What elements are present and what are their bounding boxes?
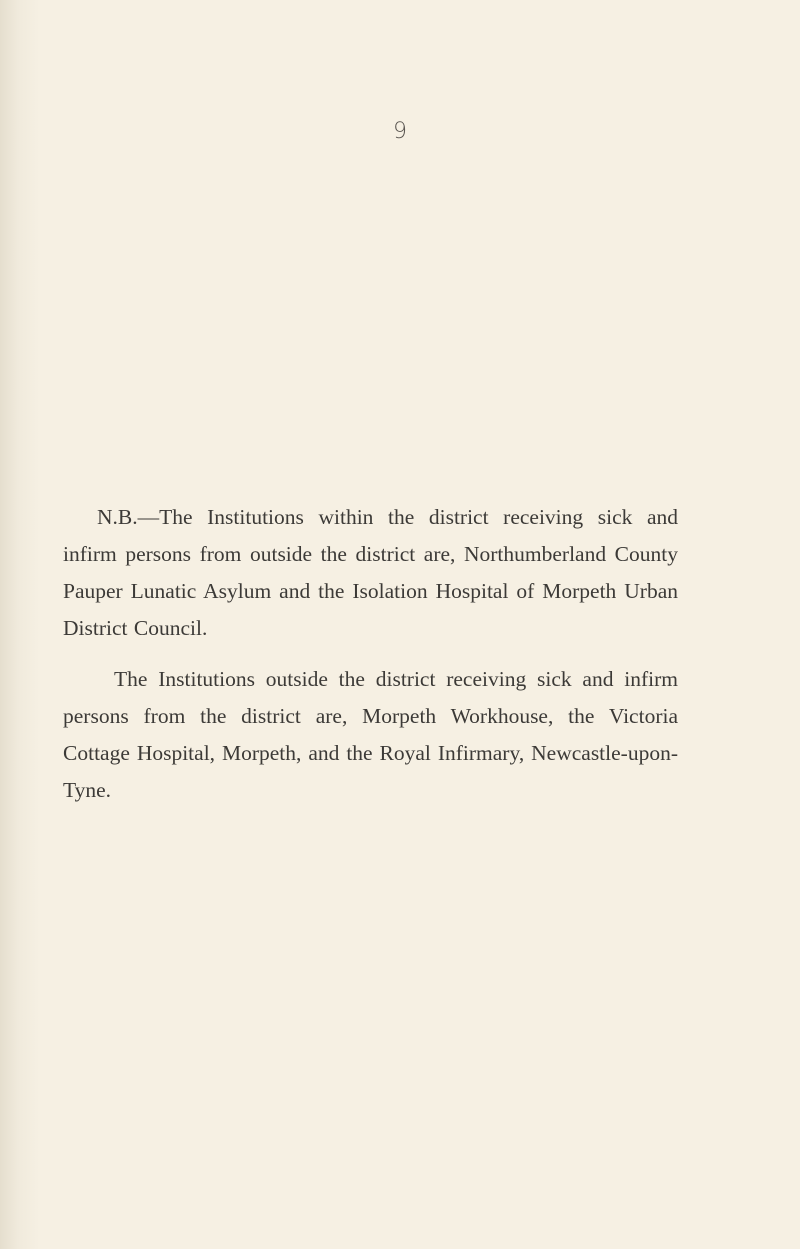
page-number: 9 (393, 119, 407, 144)
note-paragraph-institutions-outside: The Institutions outside the district receiving sick and infirm persons from the district are, Morpeth Workhouse, the Victoria Cottage Hospital, Morpeth, and the Royal Infirmary, Newcastle-upon-Tyne. (63, 667, 678, 802)
note-paragraph-institutions-within: N.B.—The Institutions within the district receiving sick and infirm persons from outside the district are, Northumberland County Pauper Lunatic Asylum and the Isolation Hospital of Morpeth Urban District Council. (63, 505, 678, 640)
